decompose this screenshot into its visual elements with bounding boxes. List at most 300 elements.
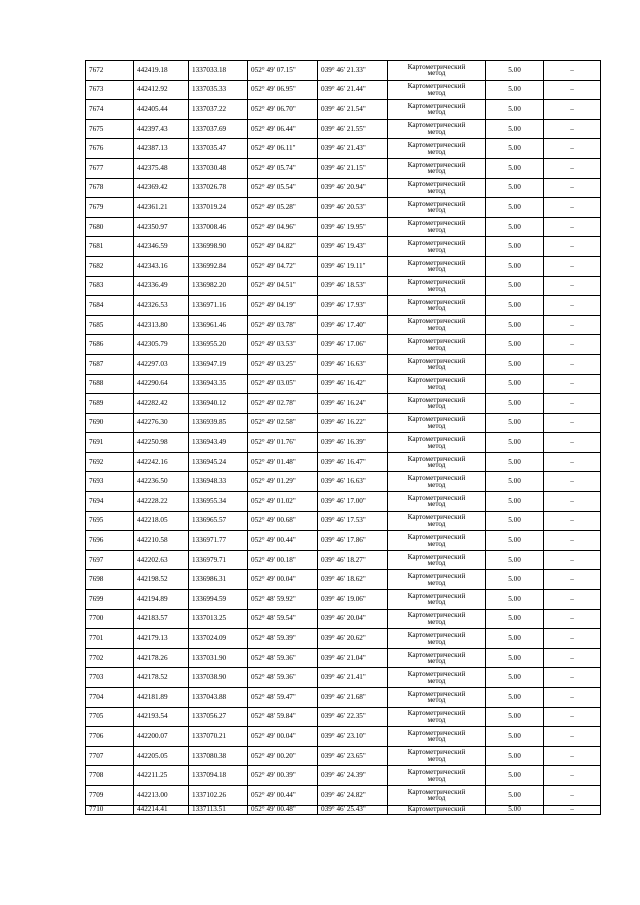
latitude-cell: 052° 49' 01.48": [248, 452, 318, 472]
longitude-cell: 039° 46' 18.27": [318, 550, 388, 570]
latitude-cell: 052° 49' 03.05": [248, 374, 318, 394]
method-line-2: метод: [427, 715, 446, 724]
latitude-cell: 052° 49' 03.78": [248, 315, 318, 335]
table-row: [86, 492, 601, 512]
method-line-2: метод: [427, 755, 446, 764]
longitude-cell: 039° 46' 21.04": [318, 648, 388, 668]
method-line-1: Картометрический: [407, 513, 466, 522]
method-cell: [388, 766, 486, 786]
latitude-cell: 052° 49' 03.25": [248, 354, 318, 374]
x-coordinate-cell: 442343.16: [134, 256, 189, 276]
method-line-1: Картометрический: [407, 728, 466, 737]
description-cell: –: [544, 354, 601, 374]
x-coordinate-cell: 442405.44: [134, 100, 189, 120]
x-coordinate-cell: 442419.18: [134, 61, 189, 81]
method-line-1: Картометрический: [407, 258, 466, 267]
table-row: [86, 158, 601, 178]
longitude-cell: 039° 46' 21.33": [318, 61, 388, 81]
point-number-cell: 7697: [86, 550, 134, 570]
longitude-cell: 039° 46' 16.22": [318, 413, 388, 433]
latitude-cell: 052° 49' 00.04": [248, 727, 318, 747]
table-row: [86, 61, 601, 81]
y-coordinate-cell: 1336982.20: [189, 276, 248, 296]
method-cell: [388, 648, 486, 668]
table-row: [86, 80, 601, 100]
point-number-cell: 7700: [86, 609, 134, 629]
method-line-2: метод: [427, 382, 446, 391]
method-line-2: метод: [427, 637, 446, 646]
accuracy-cell: 5.00: [486, 805, 544, 814]
method-cell: [388, 158, 486, 178]
table-row: [86, 276, 601, 296]
y-coordinate-cell: 1336955.20: [189, 335, 248, 355]
description-cell: –: [544, 296, 601, 316]
method-cell: [388, 237, 486, 257]
x-coordinate-cell: 442297.03: [134, 354, 189, 374]
accuracy-cell: 5.00: [486, 629, 544, 649]
point-number-cell: 7702: [86, 648, 134, 668]
point-number-cell: 7688: [86, 374, 134, 394]
y-coordinate-cell: 1336939.85: [189, 413, 248, 433]
point-number-cell: 7691: [86, 433, 134, 453]
method-line-1: Картометрический: [407, 219, 466, 228]
x-coordinate-cell: 442336.49: [134, 276, 189, 296]
description-cell: –: [544, 472, 601, 492]
x-coordinate-cell: 442218.05: [134, 511, 189, 531]
method-line-1: Картометрический: [407, 474, 466, 483]
latitude-cell: 052° 49' 04.96": [248, 217, 318, 237]
x-coordinate-cell: 442179.13: [134, 629, 189, 649]
point-number-cell: 7675: [86, 119, 134, 139]
method-cell: [388, 492, 486, 512]
method-line-2: метод: [427, 186, 446, 195]
latitude-cell: 052° 48' 59.36": [248, 668, 318, 688]
method-cell: [388, 707, 486, 727]
description-cell: –: [544, 511, 601, 531]
method-line-2: метод: [427, 147, 446, 156]
x-coordinate-cell: 442236.50: [134, 472, 189, 492]
longitude-cell: 039° 46' 16.63": [318, 354, 388, 374]
accuracy-cell: 5.00: [486, 433, 544, 453]
accuracy-cell: 5.00: [486, 707, 544, 727]
y-coordinate-cell: 1337031.90: [189, 648, 248, 668]
table-row: [86, 413, 601, 433]
latitude-cell: 052° 49' 02.78": [248, 394, 318, 414]
longitude-cell: 039° 46' 21.41": [318, 668, 388, 688]
table-row: [86, 100, 601, 120]
method-line-2: метод: [427, 167, 446, 176]
x-coordinate-cell: 442210.58: [134, 531, 189, 551]
table-row: [86, 315, 601, 335]
method-line-2: метод: [427, 128, 446, 137]
method-line-2: метод: [427, 617, 446, 626]
method-line-2: метод: [427, 461, 446, 470]
method-cell: [388, 276, 486, 296]
method-line-2: метод: [427, 363, 446, 372]
x-coordinate-cell: 442193.54: [134, 707, 189, 727]
method-cell: [388, 531, 486, 551]
x-coordinate-cell: 442183.57: [134, 609, 189, 629]
latitude-cell: 052° 49' 00.18": [248, 550, 318, 570]
point-number-cell: 7698: [86, 570, 134, 590]
table-row: [86, 256, 601, 276]
method-line-1: Картометрический: [407, 650, 466, 659]
method-line-1: Картометрический: [407, 591, 466, 600]
method-line-1: Картометрический: [407, 199, 466, 208]
longitude-cell: 039° 46' 19.06": [318, 590, 388, 610]
x-coordinate-cell: 442313.80: [134, 315, 189, 335]
y-coordinate-cell: 1337035.47: [189, 139, 248, 159]
point-number-cell: 7694: [86, 492, 134, 512]
y-coordinate-cell: 1337043.88: [189, 688, 248, 708]
table-row: [86, 550, 601, 570]
table-row: [86, 139, 601, 159]
method-cell: [388, 511, 486, 531]
x-coordinate-cell: 442194.89: [134, 590, 189, 610]
y-coordinate-cell: 1336979.71: [189, 550, 248, 570]
method-cell: [388, 139, 486, 159]
point-number-cell: 7705: [86, 707, 134, 727]
longitude-cell: 039° 46' 17.53": [318, 511, 388, 531]
description-cell: –: [544, 609, 601, 629]
method-cell: [388, 256, 486, 276]
description-cell: –: [544, 629, 601, 649]
table-row: [86, 570, 601, 590]
latitude-cell: 052° 49' 04.72": [248, 256, 318, 276]
latitude-cell: 052° 48' 59.36": [248, 648, 318, 668]
y-coordinate-cell: 1336986.31: [189, 570, 248, 590]
point-number-cell: 7710: [86, 805, 134, 814]
point-number-cell: 7693: [86, 472, 134, 492]
method-line-1: Картометрический: [407, 180, 466, 189]
description-cell: –: [544, 766, 601, 786]
point-number-cell: 7696: [86, 531, 134, 551]
method-line-1: Картометрический: [407, 356, 466, 365]
table-row: [86, 688, 601, 708]
y-coordinate-cell: 1336965.57: [189, 511, 248, 531]
method-cell: [388, 119, 486, 139]
latitude-cell: 052° 49' 07.15": [248, 61, 318, 81]
longitude-cell: 039° 46' 22.35": [318, 707, 388, 727]
accuracy-cell: 5.00: [486, 413, 544, 433]
method-line-1: Картометрический: [407, 787, 466, 796]
method-line-1: Картометрический: [407, 532, 466, 541]
latitude-cell: 052° 49' 01.29": [248, 472, 318, 492]
accuracy-cell: 5.00: [486, 80, 544, 100]
longitude-cell: 039° 46' 20.04": [318, 609, 388, 629]
table-row: [86, 785, 601, 805]
y-coordinate-cell: 1336971.16: [189, 296, 248, 316]
table-row: [86, 374, 601, 394]
method-line-1: Картометрический: [407, 121, 466, 130]
coordinates-table-page: [85, 60, 600, 815]
method-cell: [388, 452, 486, 472]
accuracy-cell: 5.00: [486, 668, 544, 688]
description-cell: –: [544, 413, 601, 433]
latitude-cell: 052° 49' 00.68": [248, 511, 318, 531]
description-cell: –: [544, 590, 601, 610]
method-line-2: метод: [427, 324, 446, 333]
description-cell: –: [544, 139, 601, 159]
method-line-2: метод: [427, 696, 446, 705]
method-line-2: метод: [427, 578, 446, 587]
method-line-2: метод: [427, 206, 446, 215]
point-number-cell: 7676: [86, 139, 134, 159]
description-cell: –: [544, 237, 601, 257]
accuracy-cell: 5.00: [486, 766, 544, 786]
accuracy-cell: 5.00: [486, 609, 544, 629]
y-coordinate-cell: 1336948.33: [189, 472, 248, 492]
method-cell: [388, 413, 486, 433]
table-row: [86, 433, 601, 453]
table-row: [86, 609, 601, 629]
accuracy-cell: 5.00: [486, 727, 544, 747]
y-coordinate-cell: 1337056.27: [189, 707, 248, 727]
description-cell: –: [544, 198, 601, 218]
longitude-cell: 039° 46' 18.53": [318, 276, 388, 296]
table-row: [86, 746, 601, 766]
method-cell: [388, 296, 486, 316]
longitude-cell: 039° 46' 17.86": [318, 531, 388, 551]
y-coordinate-cell: 1336971.77: [189, 531, 248, 551]
x-coordinate-cell: 442202.63: [134, 550, 189, 570]
y-coordinate-cell: 1337013.25: [189, 609, 248, 629]
method-line-2: метод: [427, 676, 446, 685]
latitude-cell: 052° 49' 05.54": [248, 178, 318, 198]
x-coordinate-cell: 442178.52: [134, 668, 189, 688]
description-cell: –: [544, 746, 601, 766]
accuracy-cell: 5.00: [486, 315, 544, 335]
method-line-2: метод: [427, 480, 446, 489]
description-cell: –: [544, 433, 601, 453]
method-cell: [388, 178, 486, 198]
y-coordinate-cell: 1336947.19: [189, 354, 248, 374]
accuracy-cell: 5.00: [486, 374, 544, 394]
x-coordinate-cell: 442387.13: [134, 139, 189, 159]
description-cell: –: [544, 648, 601, 668]
longitude-cell: 039° 46' 16.47": [318, 452, 388, 472]
y-coordinate-cell: 1336943.49: [189, 433, 248, 453]
table-row: [86, 531, 601, 551]
longitude-cell: 039° 46' 19.11": [318, 256, 388, 276]
table-body: [86, 61, 601, 815]
method-line-1: Картометрический: [407, 611, 466, 620]
accuracy-cell: 5.00: [486, 276, 544, 296]
y-coordinate-cell: 1336994.59: [189, 590, 248, 610]
point-number-cell: 7679: [86, 198, 134, 218]
y-coordinate-cell: 1336955.34: [189, 492, 248, 512]
y-coordinate-cell: 1337037.69: [189, 119, 248, 139]
point-number-cell: 7684: [86, 296, 134, 316]
table-row: [86, 707, 601, 727]
description-cell: –: [544, 707, 601, 727]
method-cell: [388, 217, 486, 237]
method-cell: [388, 805, 486, 814]
method-line-1: Картометрический: [407, 768, 466, 777]
description-cell: –: [544, 452, 601, 472]
longitude-cell: 039° 46' 17.40": [318, 315, 388, 335]
method-line-1: Картометрический: [407, 82, 466, 91]
x-coordinate-cell: 442361.21: [134, 198, 189, 218]
x-coordinate-cell: 442397.43: [134, 119, 189, 139]
x-coordinate-cell: 442181.89: [134, 688, 189, 708]
method-line-2: метод: [427, 421, 446, 430]
longitude-cell: 039° 46' 18.62": [318, 570, 388, 590]
longitude-cell: 039° 46' 16.63": [318, 472, 388, 492]
latitude-cell: 052° 49' 04.51": [248, 276, 318, 296]
method-line-2: метод: [427, 500, 446, 509]
accuracy-cell: 5.00: [486, 158, 544, 178]
latitude-cell: 052° 49' 05.74": [248, 158, 318, 178]
accuracy-cell: 5.00: [486, 550, 544, 570]
x-coordinate-cell: 442200.07: [134, 727, 189, 747]
latitude-cell: 052° 49' 00.44": [248, 785, 318, 805]
accuracy-cell: 5.00: [486, 335, 544, 355]
x-coordinate-cell: 442178.26: [134, 648, 189, 668]
table-row: [86, 668, 601, 688]
point-number-cell: 7674: [86, 100, 134, 120]
longitude-cell: 039° 46' 20.62": [318, 629, 388, 649]
longitude-cell: 039° 46' 19.95": [318, 217, 388, 237]
latitude-cell: 052° 49' 03.53": [248, 335, 318, 355]
accuracy-cell: 5.00: [486, 492, 544, 512]
table-row: [86, 198, 601, 218]
x-coordinate-cell: 442214.41: [134, 805, 189, 814]
description-cell: –: [544, 688, 601, 708]
accuracy-cell: 5.00: [486, 648, 544, 668]
coordinates-table: [85, 60, 601, 815]
description-cell: –: [544, 61, 601, 81]
method-line-2: метод: [427, 402, 446, 411]
method-cell: [388, 550, 486, 570]
latitude-cell: 052° 48' 59.84": [248, 707, 318, 727]
y-coordinate-cell: 1337070.21: [189, 727, 248, 747]
accuracy-cell: 5.00: [486, 452, 544, 472]
y-coordinate-cell: 1336998.90: [189, 237, 248, 257]
accuracy-cell: 5.00: [486, 785, 544, 805]
method-line-2: метод: [427, 245, 446, 254]
y-coordinate-cell: 1337033.18: [189, 61, 248, 81]
method-line-1: Картометрический: [407, 689, 466, 698]
method-cell: [388, 61, 486, 81]
y-coordinate-cell: 1336992.84: [189, 256, 248, 276]
longitude-cell: 039° 46' 17.00": [318, 492, 388, 512]
x-coordinate-cell: 442350.97: [134, 217, 189, 237]
method-line-1: Картометрический: [407, 454, 466, 463]
accuracy-cell: 5.00: [486, 354, 544, 374]
longitude-cell: 039° 46' 20.94": [318, 178, 388, 198]
latitude-cell: 052° 49' 02.58": [248, 413, 318, 433]
longitude-cell: 039° 46' 21.43": [318, 139, 388, 159]
description-cell: –: [544, 550, 601, 570]
x-coordinate-cell: 442228.22: [134, 492, 189, 512]
latitude-cell: 052° 49' 01.02": [248, 492, 318, 512]
longitude-cell: 039° 46' 21.15": [318, 158, 388, 178]
table-row: [86, 727, 601, 747]
method-line-2: метод: [427, 559, 446, 568]
latitude-cell: 052° 49' 04.19": [248, 296, 318, 316]
longitude-cell: 039° 46' 17.93": [318, 296, 388, 316]
accuracy-cell: 5.00: [486, 237, 544, 257]
method-cell: [388, 354, 486, 374]
method-cell: [388, 374, 486, 394]
method-line-1: Картометрический: [407, 552, 466, 561]
y-coordinate-cell: 1337080.38: [189, 746, 248, 766]
table-row: [86, 335, 601, 355]
method-cell: [388, 629, 486, 649]
accuracy-cell: 5.00: [486, 688, 544, 708]
accuracy-cell: 5.00: [486, 139, 544, 159]
y-coordinate-cell: 1337113.51: [189, 805, 248, 814]
method-line-1: Картометрический: [407, 278, 466, 287]
latitude-cell: 052° 49' 04.82": [248, 237, 318, 257]
accuracy-cell: 5.00: [486, 394, 544, 414]
method-line-1: Картометрический: [407, 572, 466, 581]
method-line-2: метод: [427, 539, 446, 548]
y-coordinate-cell: 1336940.12: [189, 394, 248, 414]
point-number-cell: 7677: [86, 158, 134, 178]
description-cell: –: [544, 119, 601, 139]
longitude-cell: 039° 46' 25.43": [318, 805, 388, 814]
method-line-1: Картометрический: [407, 101, 466, 110]
x-coordinate-cell: 442326.53: [134, 296, 189, 316]
latitude-cell: 052° 49' 00.44": [248, 531, 318, 551]
method-cell: [388, 688, 486, 708]
y-coordinate-cell: 1337038.90: [189, 668, 248, 688]
x-coordinate-cell: 442198.52: [134, 570, 189, 590]
method-line-1: Картометрический: [407, 709, 466, 718]
latitude-cell: 052° 49' 06.95": [248, 80, 318, 100]
method-line-1: Картометрический: [407, 805, 466, 814]
x-coordinate-cell: 442213.00: [134, 785, 189, 805]
description-cell: –: [544, 492, 601, 512]
y-coordinate-cell: 1337037.22: [189, 100, 248, 120]
latitude-cell: 052° 49' 01.76": [248, 433, 318, 453]
table-row: [86, 472, 601, 492]
description-cell: –: [544, 158, 601, 178]
point-number-cell: 7709: [86, 785, 134, 805]
x-coordinate-cell: 442276.30: [134, 413, 189, 433]
x-coordinate-cell: 442250.98: [134, 433, 189, 453]
longitude-cell: 039° 46' 19.43": [318, 237, 388, 257]
latitude-cell: 052° 49' 06.11": [248, 139, 318, 159]
description-cell: –: [544, 727, 601, 747]
longitude-cell: 039° 46' 16.24": [318, 394, 388, 414]
x-coordinate-cell: 442290.64: [134, 374, 189, 394]
latitude-cell: 052° 48' 59.47": [248, 688, 318, 708]
method-cell: [388, 590, 486, 610]
longitude-cell: 039° 46' 21.55": [318, 119, 388, 139]
method-cell: [388, 100, 486, 120]
method-line-2: метод: [427, 343, 446, 352]
method-cell: [388, 609, 486, 629]
method-line-1: Картометрический: [407, 317, 466, 326]
table-row: [86, 805, 601, 814]
description-cell: –: [544, 531, 601, 551]
description-cell: –: [544, 570, 601, 590]
accuracy-cell: 5.00: [486, 256, 544, 276]
table-row: [86, 766, 601, 786]
table-row: [86, 237, 601, 257]
point-number-cell: 7695: [86, 511, 134, 531]
y-coordinate-cell: 1337030.48: [189, 158, 248, 178]
latitude-cell: 052° 48' 59.54": [248, 609, 318, 629]
method-line-1: Картометрический: [407, 630, 466, 639]
x-coordinate-cell: 442412.92: [134, 80, 189, 100]
description-cell: –: [544, 217, 601, 237]
point-number-cell: 7690: [86, 413, 134, 433]
description-cell: –: [544, 276, 601, 296]
